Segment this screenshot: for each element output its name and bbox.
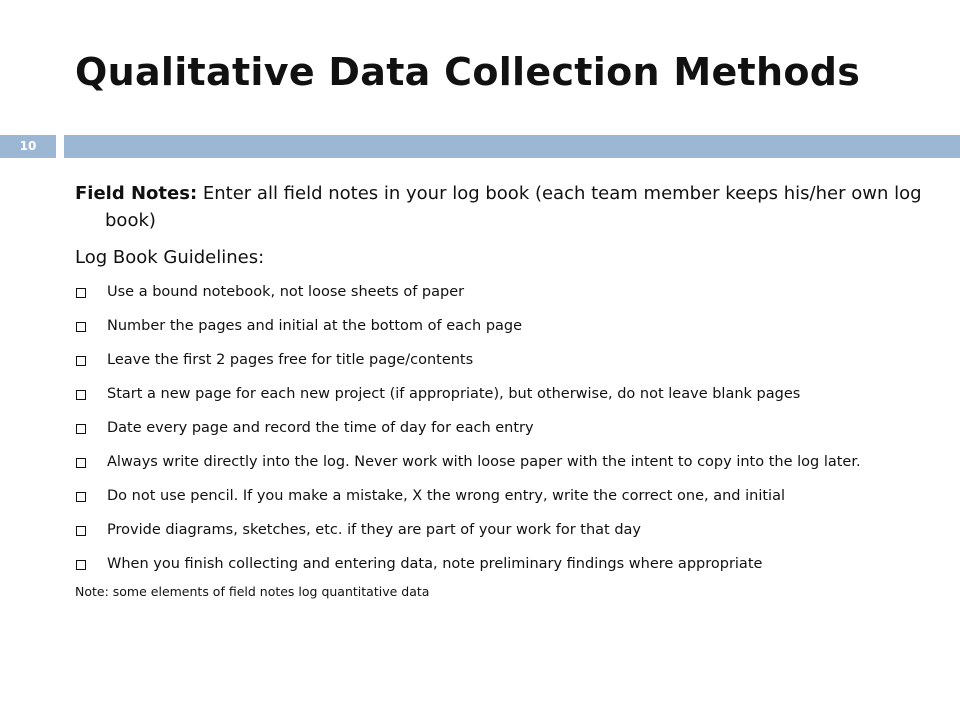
square-bullet-icon xyxy=(76,322,86,332)
list-item-text: Always write directly into the log. Never work with loose paper with the intent to copy into the log later. xyxy=(107,454,861,470)
square-bullet-icon xyxy=(76,526,86,536)
list-item-text: Use a bound notebook, not loose sheets of paper xyxy=(107,284,465,300)
list-item-text: Start a new page for each new project (if appropriate), but otherwise, do not leave blank pages xyxy=(107,386,801,402)
field-notes-paragraph xyxy=(75,180,925,234)
list-item-text: When you finish collecting and entering data, note preliminary findings where appropriate xyxy=(107,556,763,572)
list-item xyxy=(75,553,925,575)
slide-title: Qualitative Data Collection Methods xyxy=(75,50,861,94)
list-item-text: Date every page and record the time of day for each entry xyxy=(107,420,534,436)
list-item xyxy=(75,417,925,439)
field-notes-label: Field Notes: xyxy=(75,183,198,204)
list-item xyxy=(75,315,925,337)
square-bullet-icon xyxy=(76,492,86,502)
guidelines-heading: Log Book Guidelines: xyxy=(75,247,265,268)
footnote: Note: some elements of field notes log quantitative data xyxy=(75,584,430,599)
slide-number-badge: 10 xyxy=(0,135,56,158)
list-item xyxy=(75,485,925,507)
slide-body xyxy=(75,180,925,601)
field-notes-text: Enter all field notes in your log book (each team member keeps his/her own log book) xyxy=(105,183,922,231)
square-bullet-icon xyxy=(76,288,86,298)
list-item xyxy=(75,451,925,473)
list-item xyxy=(75,281,925,303)
list-item xyxy=(75,519,925,541)
list-item-text: Do not use pencil. If you make a mistake, X the wrong entry, write the correct one, and initial xyxy=(107,488,785,504)
list-item xyxy=(75,383,925,405)
square-bullet-icon xyxy=(76,424,86,434)
list-item-text: Number the pages and initial at the bottom of each page xyxy=(107,318,523,334)
square-bullet-icon xyxy=(76,356,86,366)
list-item xyxy=(75,349,925,371)
list-item-text: Provide diagrams, sketches, etc. if they are part of your work for that day xyxy=(107,522,642,538)
square-bullet-icon xyxy=(76,390,86,400)
square-bullet-icon xyxy=(76,560,86,570)
guidelines-list xyxy=(75,281,925,575)
square-bullet-icon xyxy=(76,458,86,468)
header-rule-bar xyxy=(64,135,960,158)
list-item-text: Leave the first 2 pages free for title page/contents xyxy=(107,352,474,368)
